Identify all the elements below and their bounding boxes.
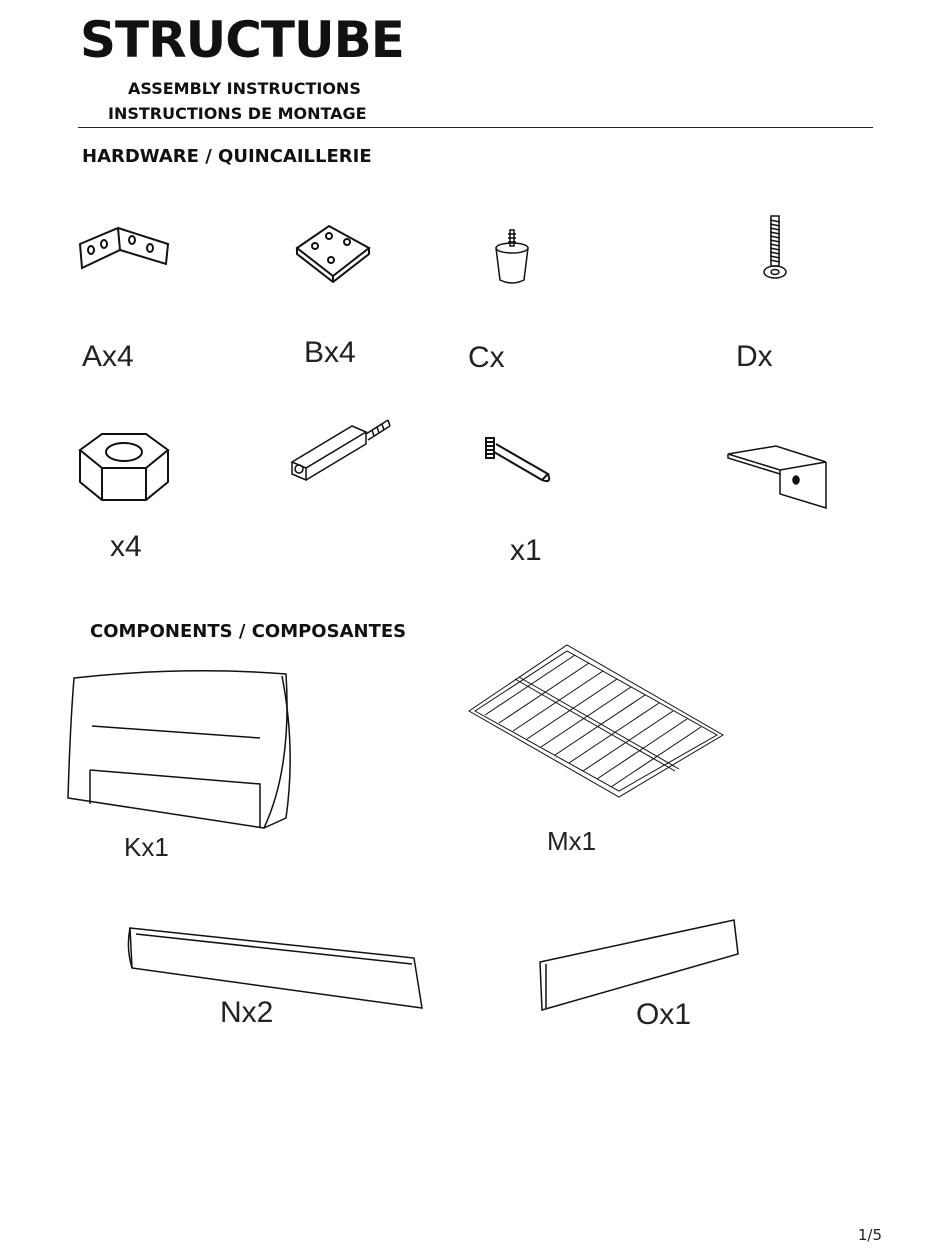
page-number: 1/5	[857, 1226, 882, 1244]
angle-bracket-icon	[726, 444, 830, 512]
hardware-label-a: Ax4	[82, 340, 134, 373]
threaded-post-icon	[286, 416, 394, 484]
hardware-label-e: x4	[110, 530, 142, 563]
leg-foot-icon	[494, 228, 530, 286]
brand-logo: STRUCTUBE	[80, 11, 404, 69]
subtitle-english: ASSEMBLY INSTRUCTIONS	[128, 79, 361, 98]
component-label-m: Mx1	[547, 826, 597, 856]
allen-key-icon	[480, 436, 554, 486]
headboard-icon	[64, 668, 298, 830]
hex-nut-icon	[78, 430, 170, 502]
hardware-section-title: HARDWARE / QUINCAILLERIE	[82, 146, 372, 167]
subtitle-french: INSTRUCTIONS DE MONTAGE	[108, 104, 367, 123]
component-label-o: Ox1	[636, 998, 692, 1031]
hardware-label-g: x1	[510, 534, 542, 567]
component-label-n: Nx2	[220, 996, 274, 1029]
hardware-label-b: Bx4	[304, 336, 356, 369]
header-divider	[78, 127, 873, 128]
hardware-label-c: Cx	[468, 341, 505, 374]
slat-frame-icon	[465, 643, 727, 801]
side-rail-icon	[126, 924, 424, 1010]
corner-plate-icon	[293, 222, 373, 284]
l-bracket-icon	[78, 222, 170, 270]
hardware-label-d: Dx	[736, 340, 773, 373]
components-section-title: COMPONENTS / COMPOSANTES	[90, 621, 407, 642]
bolt-icon	[762, 212, 788, 282]
component-label-k: Kx1	[124, 832, 169, 862]
